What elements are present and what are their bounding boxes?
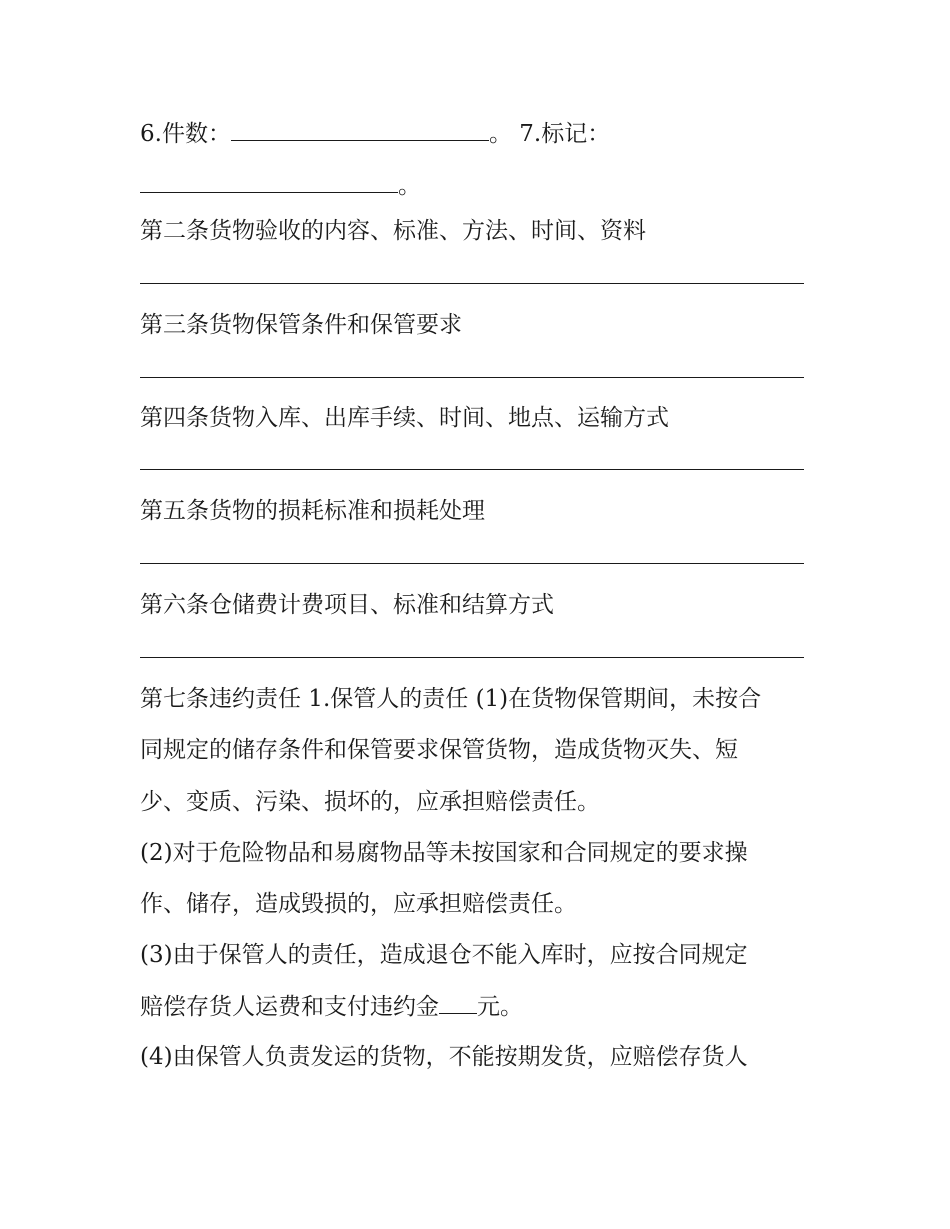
line-mark-blank [140, 170, 421, 201]
period: 。 [398, 173, 421, 199]
article-6-heading: 第六条仓储费计费项目、标准和结算方式 [140, 592, 554, 618]
article-4-heading: 第四条货物入库、出库手续、时间、地点、运输方式 [140, 405, 669, 431]
item-3-line-2 [140, 991, 523, 1022]
item-3-text: 赔偿存货人运费和支付违约金 [140, 994, 439, 1020]
article-2-heading: 第二条货物验收的内容、标准、方法、时间、资料 [140, 218, 646, 244]
article-7-line-1: 第七条违约责任 1.保管人的责任 (1)在货物保管期间，未按合 [140, 686, 762, 712]
count-blank [231, 118, 489, 141]
article-2-blank [140, 258, 804, 288]
item-3-unit: 元。 [477, 994, 523, 1020]
article-7-line-3: 少、变质、污染、损坏的，应承担赔偿责任。 [140, 789, 600, 815]
item-4-line-1: (4)由保管人负责发运的货物，不能按期发货，应赔偿存货人 [140, 1044, 748, 1070]
article-5-heading: 第五条货物的损耗标准和损耗处理 [140, 498, 485, 524]
line-count-and-mark [140, 118, 610, 149]
item-3-line-1: (3)由于保管人的责任，造成退仓不能入库时，应按合同规定 [140, 942, 748, 968]
count-label: 6.件数： [140, 121, 231, 147]
item-2-line-1: (2)对于危险物品和易腐物品等未按国家和合同规定的要求操 [140, 840, 748, 866]
article-6-blank [140, 632, 804, 662]
article-3-heading: 第三条货物保管条件和保管要求 [140, 312, 462, 338]
article-7-line-2: 同规定的储存条件和保管要求保管货物，造成货物灭失、短 [140, 737, 738, 763]
article-5-blank [140, 538, 804, 568]
item-2-line-2: 作、储存，造成毁损的，应承担赔偿责任。 [140, 891, 577, 917]
article-4-blank [140, 444, 804, 474]
mark-label: 。 7.标记： [488, 121, 611, 147]
penalty-amount-blank [439, 991, 477, 1014]
mark-blank [140, 170, 398, 193]
article-3-blank [140, 352, 804, 382]
